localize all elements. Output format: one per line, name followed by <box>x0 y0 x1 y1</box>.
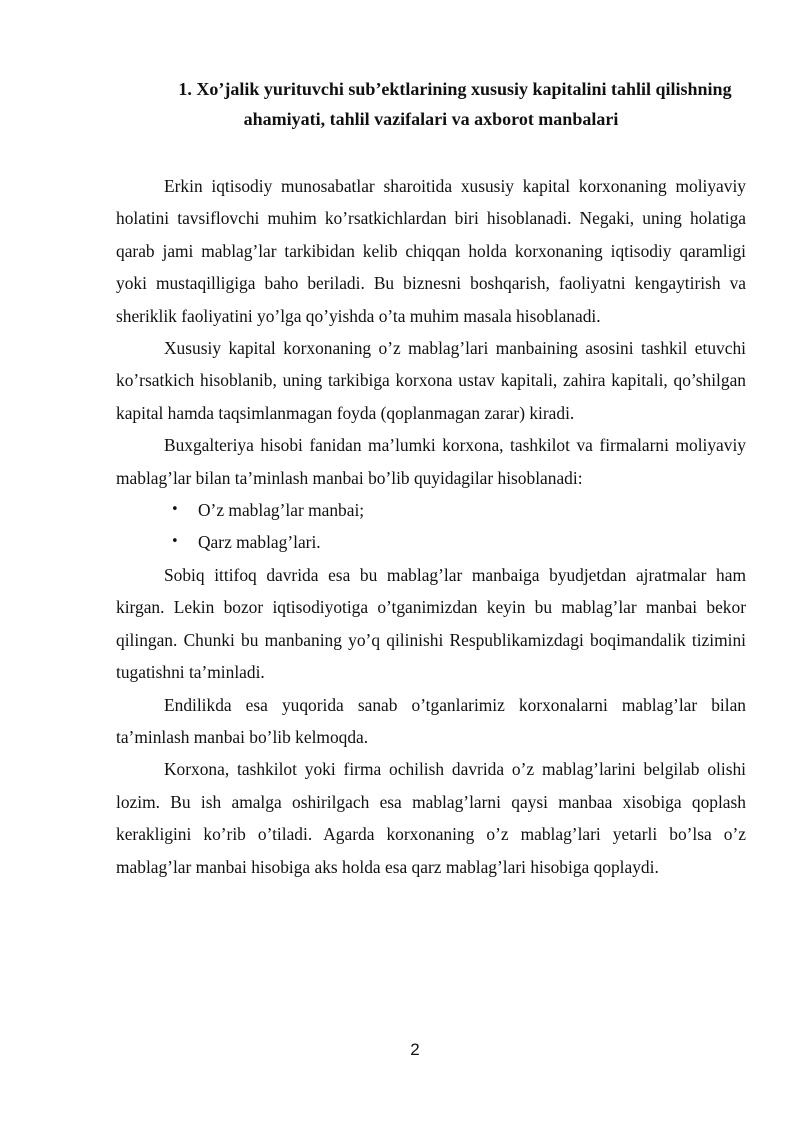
list-item <box>116 494 746 526</box>
body-text <box>116 170 746 883</box>
section-heading: 1. Xo’jalik yurituvchi sub’ektlarining xususiy kapitalini tahlil qilishning ahamiyati, tahlil vazifalari va axborot manbalari <box>178 79 732 129</box>
bullet-icon: • <box>171 502 179 518</box>
paragraph-current-sources: Endilikda esa yuqorida sanab o’tganlarimiz korxonalarni mablag’lar bilan ta’minlash manbai bo’lib kelmoqda. <box>116 694 746 747</box>
list-item-text: Qarz mablag’lari. <box>198 532 321 553</box>
paragraph-intro: Erkin iqtisodiy munosabatlar sharoitida xususiy kapital korxonaning moliyaviy holatini tavsiflovchi muhim ko’rsatkichlardan biri hisoblanadi. Negaki, uning holatiga qarab jami mablag’lar tarkibidan kelib chiqqan holda korxonaning iqtisodiy qaramligi yoki mustaqilligiga baho beriladi. Bu biznesni boshqarish, faoliyatni kengaytirish va sheriklik faoliyatini yo’lga qo’yishda o’ta muhim masala hisoblanadi. <box>116 176 746 326</box>
funding-sources-list <box>116 494 746 559</box>
list-item-text: O’z mablag’lar manbai; <box>198 500 365 521</box>
list-item <box>116 526 746 558</box>
paragraph-funding-sources: Buxgalteriya hisobi fanidan ma’lumki korxona, tashkilot va firmalarni moliyaviy mablag’lar bilan ta’minlash manbai bo’lib quyidagilar hisoblanadi: <box>116 435 746 488</box>
paragraph-company-funding: Korxona, tashkilot yoki firma ochilish davrida o’z mablag’larini belgilab olishi lozim. Bu ish amalga oshirilgach esa mablag’larni qaysi manbaa xisobiga qoplash kerakligini ko’rib o’tiladi. Agarda korxonaning o’z mablag’lari yetarli bo’lsa o’z mablag’lar manbai hisobiga aks holda esa qarz mablag’lari hisobiga qoplaydi. <box>116 759 746 877</box>
paragraph-capital-structure: Xususiy kapital korxonaning o’z mablag’lari manbaining asosini tashkil etuvchi ko’rsatkich hisoblanib, uning tarkibiga korxona ustav kapitali, zahira kapitali, qo’shilgan kapital hamda taqsimlanmagan foyda (qoplanmagan zarar) kiradi. <box>116 338 746 423</box>
page-number: 2 <box>410 1040 420 1059</box>
bullet-icon: • <box>171 534 179 550</box>
paragraph-soviet-period: Sobiq ittifoq davrida esa bu mablag’lar manbaiga byudjetdan ajratmalar ham kirgan. Lekin bozor iqtisodiyotiga o’tganimizdan keyin bu mablag’lar manbai bekor qilingan. Chunki bu manbaning yo’q qilinishi Respublikamizdagi boqimandalik tizimini tugatishni ta’minladi. <box>116 564 746 683</box>
